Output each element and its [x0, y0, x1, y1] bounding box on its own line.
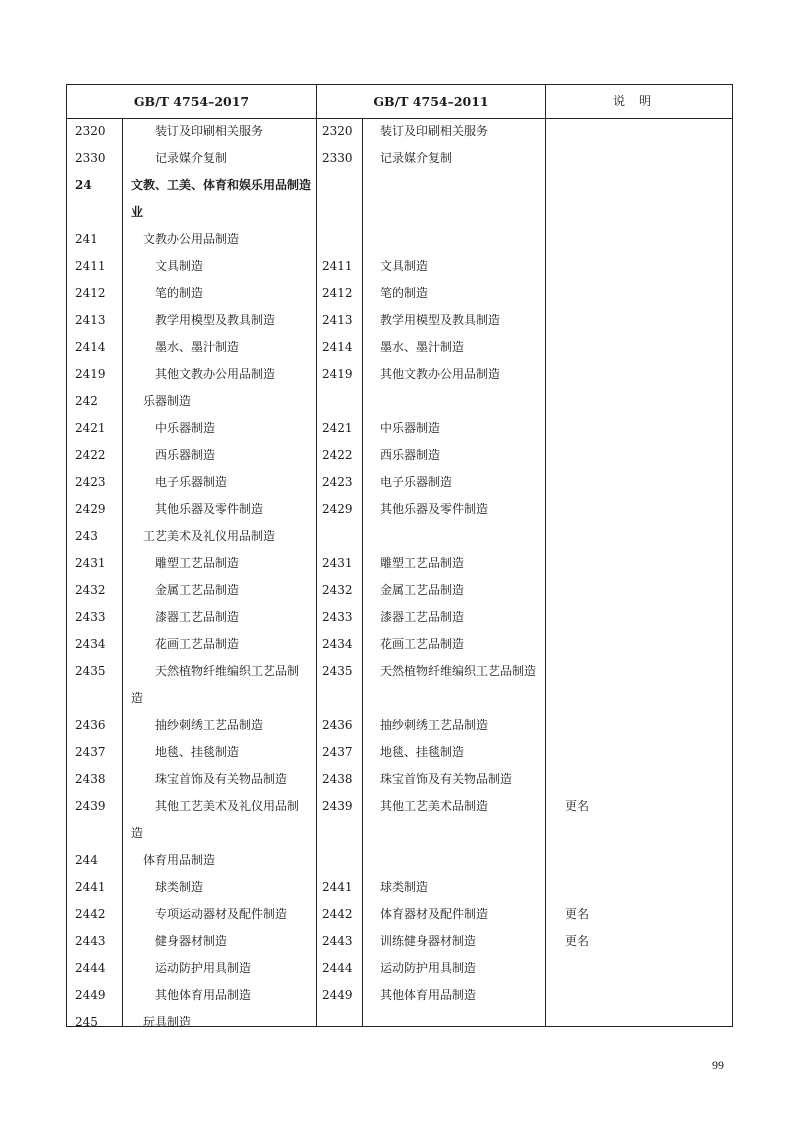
name-2017: 笔的制造: [155, 286, 204, 300]
name-2017: 其他乐器及零件制造: [155, 502, 264, 516]
note-text: 更名: [565, 907, 590, 921]
table-row: [67, 307, 732, 334]
table-row: [67, 388, 732, 415]
name-2017: 中乐器制造: [155, 421, 216, 435]
name-2011: 天然植物纤维编织工艺品制造: [380, 664, 537, 678]
table-row-continuation: [67, 820, 732, 847]
table-row: [67, 523, 732, 550]
code-2017: 2330: [75, 151, 106, 165]
name-2017: 抽纱刺绣工艺品制造: [155, 718, 264, 732]
table-row: [67, 442, 732, 469]
name-2017: 文教、工美、体育和娱乐用品制造: [131, 178, 312, 192]
table-row: [67, 280, 732, 307]
name-2011: 漆器工艺品制造: [380, 610, 465, 624]
name-2011: 体育器材及配件制造: [380, 907, 489, 921]
code-2017: 2436: [75, 718, 106, 732]
table-row: [67, 496, 732, 523]
page-number: 99: [712, 1058, 724, 1072]
name-2011: 其他工艺美术品制造: [380, 799, 489, 813]
code-2011: 2422: [322, 448, 353, 462]
table-row: [67, 982, 732, 1009]
name-2017: 雕塑工艺品制造: [155, 556, 240, 570]
table-row: [67, 874, 732, 901]
code-2017: 2432: [75, 583, 106, 597]
code-2017: 2442: [75, 907, 106, 921]
table-row: [67, 901, 732, 928]
note-text: 更名: [565, 799, 590, 813]
name-2011: 雕塑工艺品制造: [380, 556, 465, 570]
name-2017-wrap: 造: [131, 691, 144, 705]
header-gbt-2017: GB/T 4754–2017: [67, 85, 316, 118]
code-2011: 2444: [322, 961, 353, 975]
name-2011: 地毯、挂毯制造: [380, 745, 465, 759]
code-2017: 2429: [75, 502, 106, 516]
code-2017: 2439: [75, 799, 106, 813]
code-2017: 2413: [75, 313, 106, 327]
name-2017: 其他工艺美术及礼仪用品制: [155, 799, 300, 813]
table-row: [67, 226, 732, 253]
name-2017: 玩具制造: [143, 1015, 192, 1029]
code-2011: 2441: [322, 880, 353, 894]
table-row: [67, 361, 732, 388]
name-2017: 乐器制造: [143, 394, 192, 408]
code-2011: 2429: [322, 502, 353, 516]
name-2017: 金属工艺品制造: [155, 583, 240, 597]
code-2011: 2432: [322, 583, 353, 597]
name-2011: 西乐器制造: [380, 448, 441, 462]
code-2011: 2411: [322, 259, 353, 273]
code-2017: 24: [75, 178, 92, 192]
code-2011: 2423: [322, 475, 353, 489]
table-row: [67, 253, 732, 280]
name-2017: 其他体育用品制造: [155, 988, 252, 1002]
name-2011: 其他体育用品制造: [380, 988, 477, 1002]
classification-table: [66, 84, 733, 1027]
code-2017: 2320: [75, 124, 106, 138]
name-2017: 文教办公用品制造: [143, 232, 240, 246]
table-row: [67, 928, 732, 955]
code-2017: 242: [75, 394, 98, 408]
table-row: [67, 469, 732, 496]
table-row: [67, 577, 732, 604]
table-row: [67, 334, 732, 361]
name-2017: 工艺美术及礼仪用品制造: [143, 529, 276, 543]
code-2011: 2436: [322, 718, 353, 732]
table-row: [67, 712, 732, 739]
code-2011: 2449: [322, 988, 353, 1002]
code-2017: 2449: [75, 988, 106, 1002]
header-gbt-2011: GB/T 4754–2011: [317, 85, 545, 118]
code-2017: 2441: [75, 880, 106, 894]
table-row: [67, 172, 732, 199]
table-row: [67, 793, 732, 820]
code-2017: 2414: [75, 340, 106, 354]
code-2017: 2433: [75, 610, 106, 624]
name-2017: 其他文教办公用品制造: [155, 367, 276, 381]
name-2011: 中乐器制造: [380, 421, 441, 435]
name-2011: 金属工艺品制造: [380, 583, 465, 597]
code-2017: 2423: [75, 475, 106, 489]
code-2017: 2443: [75, 934, 106, 948]
name-2011: 笔的制造: [380, 286, 429, 300]
code-2017: 243: [75, 529, 98, 543]
name-2017: 电子乐器制造: [155, 475, 228, 489]
name-2017: 记录媒介复制: [155, 151, 228, 165]
table-row: [67, 1009, 732, 1036]
code-2011: 2438: [322, 772, 353, 786]
name-2017: 运动防护用具制造: [155, 961, 252, 975]
code-2017: 2412: [75, 286, 106, 300]
name-2011: 运动防护用具制造: [380, 961, 477, 975]
name-2017: 珠宝首饰及有关物品制造: [155, 772, 288, 786]
code-2017: 2435: [75, 664, 106, 678]
name-2017-wrap: 造: [131, 826, 144, 840]
name-2011: 球类制造: [380, 880, 429, 894]
table-row-continuation: [67, 685, 732, 712]
name-2011: 文具制造: [380, 259, 429, 273]
table-row: [67, 658, 732, 685]
code-2017: 2421: [75, 421, 106, 435]
name-2011: 抽纱刺绣工艺品制造: [380, 718, 489, 732]
name-2011: 电子乐器制造: [380, 475, 453, 489]
name-2011: 训练健身器材制造: [380, 934, 477, 948]
code-2011: 2412: [322, 286, 353, 300]
name-2017: 墨水、墨汁制造: [155, 340, 240, 354]
name-2017: 花画工艺品制造: [155, 637, 240, 651]
code-2011: 2435: [322, 664, 353, 678]
name-2011: 花画工艺品制造: [380, 637, 465, 651]
code-2011: 2431: [322, 556, 353, 570]
table-row-continuation: [67, 199, 732, 226]
name-2017: 西乐器制造: [155, 448, 216, 462]
table-row: [67, 550, 732, 577]
name-2017: 专项运动器材及配件制造: [155, 907, 288, 921]
table-row: [67, 766, 732, 793]
name-2011: 珠宝首饰及有关物品制造: [380, 772, 513, 786]
note-text: 更名: [565, 934, 590, 948]
name-2017: 地毯、挂毯制造: [155, 745, 240, 759]
code-2011: 2330: [322, 151, 353, 165]
code-2017: 2434: [75, 637, 106, 651]
code-2017: 2431: [75, 556, 106, 570]
table-row: [67, 118, 732, 145]
name-2017: 体育用品制造: [143, 853, 216, 867]
table-row: [67, 604, 732, 631]
code-2011: 2419: [322, 367, 353, 381]
code-2017: 2438: [75, 772, 106, 786]
code-2017: 244: [75, 853, 98, 867]
code-2011: 2421: [322, 421, 353, 435]
name-2011: 教学用模型及教具制造: [380, 313, 501, 327]
name-2017: 球类制造: [155, 880, 204, 894]
code-2017: 245: [75, 1015, 98, 1029]
name-2017: 装订及印刷相关服务: [155, 124, 264, 138]
name-2017: 教学用模型及教具制造: [155, 313, 276, 327]
table-row: [67, 415, 732, 442]
name-2017: 漆器工艺品制造: [155, 610, 240, 624]
code-2011: 2439: [322, 799, 353, 813]
name-2011: 其他乐器及零件制造: [380, 502, 489, 516]
code-2011: 2443: [322, 934, 353, 948]
code-2011: 2437: [322, 745, 353, 759]
name-2011: 装订及印刷相关服务: [380, 124, 489, 138]
table-row: [67, 847, 732, 874]
name-2017: 健身器材制造: [155, 934, 228, 948]
table-row: [67, 631, 732, 658]
name-2011: 记录媒介复制: [380, 151, 453, 165]
name-2011: 墨水、墨汁制造: [380, 340, 465, 354]
table-row: [67, 955, 732, 982]
name-2017: 文具制造: [155, 259, 204, 273]
name-2017-wrap: 业: [131, 205, 144, 219]
code-2017: 2422: [75, 448, 106, 462]
code-2011: 2442: [322, 907, 353, 921]
code-2011: 2320: [322, 124, 353, 138]
code-2017: 2411: [75, 259, 106, 273]
code-2017: 2437: [75, 745, 106, 759]
code-2017: 2444: [75, 961, 106, 975]
code-2011: 2434: [322, 637, 353, 651]
code-2017: 2419: [75, 367, 106, 381]
table-row: [67, 739, 732, 766]
name-2011: 其他文教办公用品制造: [380, 367, 501, 381]
code-2011: 2413: [322, 313, 353, 327]
header-note: 说明: [612, 94, 665, 108]
name-2017: 天然植物纤维编织工艺品制: [155, 664, 300, 678]
table-row: [67, 145, 732, 172]
code-2017: 241: [75, 232, 98, 246]
code-2011: 2414: [322, 340, 353, 354]
code-2011: 2433: [322, 610, 353, 624]
